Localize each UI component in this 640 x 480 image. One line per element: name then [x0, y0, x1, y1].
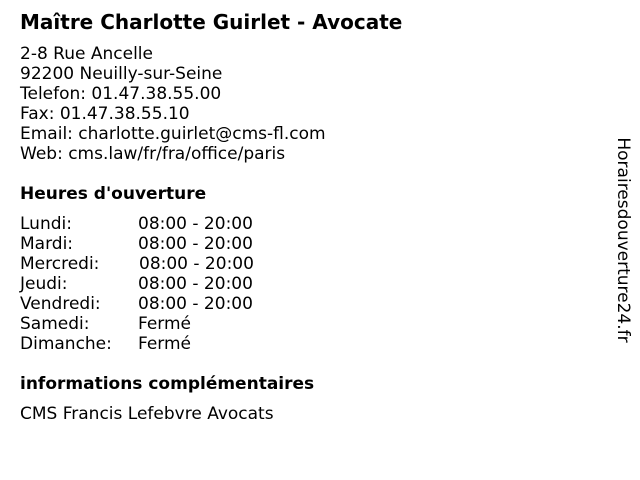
- hours-row-tuesday: [20, 234, 340, 254]
- day-label: Vendredi:: [20, 294, 101, 314]
- day-label: Samedi:: [20, 314, 90, 334]
- contact-block: [20, 44, 326, 164]
- hours-row-wednesday: [20, 254, 340, 274]
- address-street: 2-8 Rue Ancelle: [20, 44, 153, 64]
- email-address: Email: charlotte.guirlet@cms-fl.com: [20, 124, 326, 144]
- hours-row-friday: [20, 294, 340, 314]
- day-label: Mercredi:: [20, 254, 100, 274]
- fax-number: Fax: 01.47.38.55.10: [20, 104, 190, 124]
- site-watermark: Horairesdouverture24.fr: [613, 137, 633, 343]
- hours-value: 08:00 - 20:00: [138, 214, 253, 234]
- day-label: Mardi:: [20, 234, 74, 254]
- hours-value: 08:00 - 20:00: [139, 254, 254, 274]
- hours-value: Fermé: [138, 314, 192, 334]
- hours-row-saturday: [20, 314, 340, 334]
- hours-row-sunday: [20, 334, 340, 354]
- hours-value: 08:00 - 20:00: [138, 294, 253, 314]
- opening-hours-table: [20, 214, 340, 354]
- hours-value: Fermé: [138, 334, 192, 354]
- hours-value: 08:00 - 20:00: [138, 274, 253, 294]
- additional-info-heading: informations complémentaires: [20, 374, 315, 394]
- phone-number: Telefon: 01.47.38.55.00: [20, 84, 222, 104]
- address-city: 92200 Neuilly-sur-Seine: [20, 64, 223, 84]
- website-url: Web: cms.law/fr/fra/office/paris: [20, 144, 286, 164]
- day-label: Jeudi:: [20, 274, 68, 294]
- hours-row-monday: [20, 214, 340, 234]
- hours-value: 08:00 - 20:00: [138, 234, 253, 254]
- opening-hours-heading: Heures d'ouverture: [20, 184, 207, 204]
- additional-info-text: CMS Francis Lefebvre Avocats: [20, 404, 274, 424]
- hours-row-thursday: [20, 274, 340, 294]
- business-title: Maître Charlotte Guirlet - Avocate: [20, 10, 403, 34]
- day-label: Dimanche:: [20, 334, 112, 354]
- day-label: Lundi:: [20, 214, 72, 234]
